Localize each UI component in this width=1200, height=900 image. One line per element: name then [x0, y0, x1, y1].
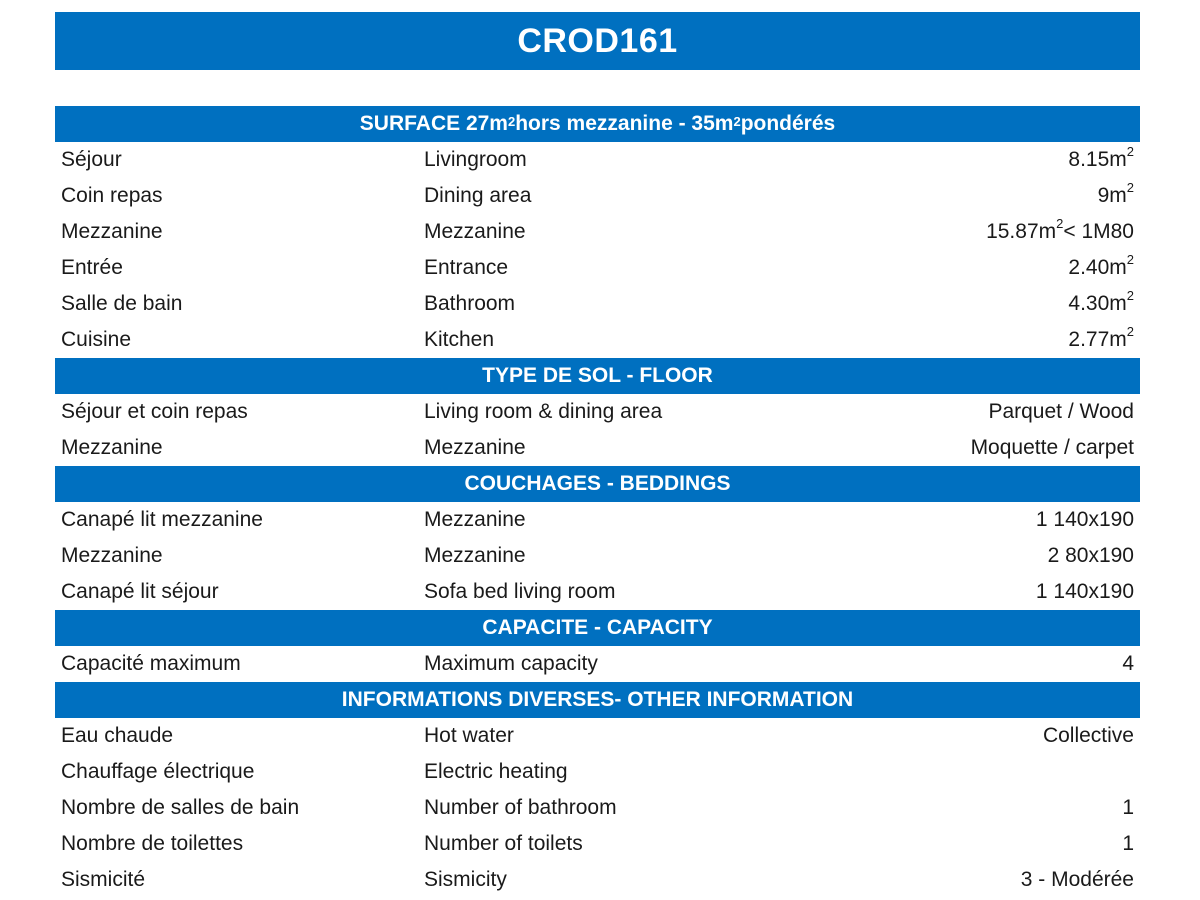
row-value: $2.77m^2$ [1068, 324, 1134, 351]
label-en: Number of toilets [424, 832, 583, 855]
row-value: 3 - Modérée [1020, 868, 1134, 891]
label-fr: Mezzanine [61, 544, 163, 567]
table-row [55, 826, 1140, 862]
row-value: 1 140x190 [1035, 508, 1134, 531]
row-value: $8.15m^2$ [1068, 144, 1134, 171]
section-header-other-info: INFORMATIONS DIVERSES- OTHER INFORMATION [55, 682, 1140, 718]
table-row [55, 790, 1140, 826]
label-en: Kitchen [424, 328, 495, 351]
row-value: $15.87m^2< 1M80$ [986, 216, 1134, 243]
table-row [55, 754, 1140, 790]
label-fr: Nombre de salles de bain [61, 796, 300, 819]
table-row [55, 718, 1140, 754]
label-fr: Mezzanine [61, 220, 163, 243]
table-row [55, 538, 1140, 574]
row-value: Collective [1042, 724, 1134, 747]
label-fr: Séjour [61, 148, 122, 171]
label-en: Living room & dining area [424, 400, 663, 423]
table-row [55, 214, 1140, 250]
label-en: Number of bathroom [424, 796, 617, 819]
page-title: CROD161 [55, 12, 1140, 70]
label-en: Livingroom [424, 148, 527, 171]
label-fr: Chauffage électrique [61, 760, 255, 783]
label-fr: Capacité maximum [61, 652, 241, 675]
section-header-capacity: CAPACITE - CAPACITY [55, 610, 1140, 646]
section-header-floor: TYPE DE SOL - FLOOR [55, 358, 1140, 394]
table-row [55, 322, 1140, 358]
label-en: Mezzanine [424, 436, 526, 459]
row-value: $4.30m^2$ [1068, 288, 1134, 315]
row-value: Moquette / carpet [970, 436, 1134, 459]
table-row [55, 178, 1140, 214]
table-row [55, 862, 1140, 898]
label-fr: Canapé lit mezzanine [61, 508, 263, 531]
label-en: Dining area [424, 184, 532, 207]
row-value: 1 140x190 [1035, 580, 1134, 603]
table-row [55, 286, 1140, 322]
table-row [55, 646, 1140, 682]
label-en: Hot water [424, 724, 514, 747]
row-value: 1 [1122, 832, 1134, 855]
table-row [55, 394, 1140, 430]
label-fr: Eau chaude [61, 724, 174, 747]
table-row [55, 502, 1140, 538]
row-value: Parquet / Wood [988, 400, 1134, 423]
row-value: $9m^2$ [1097, 180, 1134, 207]
label-fr: Nombre de toilettes [61, 832, 244, 855]
label-fr: Mezzanine [61, 436, 163, 459]
table-row [55, 574, 1140, 610]
label-en: Sismicity [424, 868, 507, 891]
section-header-beddings: COUCHAGES - BEDDINGS [55, 466, 1140, 502]
row-value: $2.40m^2$ [1068, 252, 1134, 279]
label-en: Maximum capacity [424, 652, 598, 675]
label-fr: Coin repas [61, 184, 163, 207]
label-en: Mezzanine [424, 508, 526, 531]
label-en: Mezzanine [424, 544, 526, 567]
label-en: Electric heating [424, 760, 568, 783]
label-fr: Canapé lit séjour [61, 580, 219, 603]
label-fr: Sismicité [61, 868, 146, 891]
property-info-sheet [55, 106, 1140, 898]
label-en: Mezzanine [424, 220, 526, 243]
label-fr: Cuisine [61, 328, 132, 351]
row-value: 4 [1122, 652, 1134, 675]
row-value: 1 [1122, 796, 1134, 819]
row-value: 2 80x190 [1047, 544, 1134, 567]
label-en: Bathroom [424, 292, 516, 315]
section-header-surface: SURFACE 27m $^2$ hors mezzanine - 35m $^2$ pondérés [55, 106, 1140, 142]
label-fr: Entrée [61, 256, 123, 279]
label-fr: Salle de bain [61, 292, 183, 315]
label-en: Entrance [424, 256, 509, 279]
table-row [55, 430, 1140, 466]
table-row [55, 142, 1140, 178]
table-row [55, 250, 1140, 286]
label-fr: Séjour et coin repas [61, 400, 248, 423]
label-en: Sofa bed living room [424, 580, 616, 603]
